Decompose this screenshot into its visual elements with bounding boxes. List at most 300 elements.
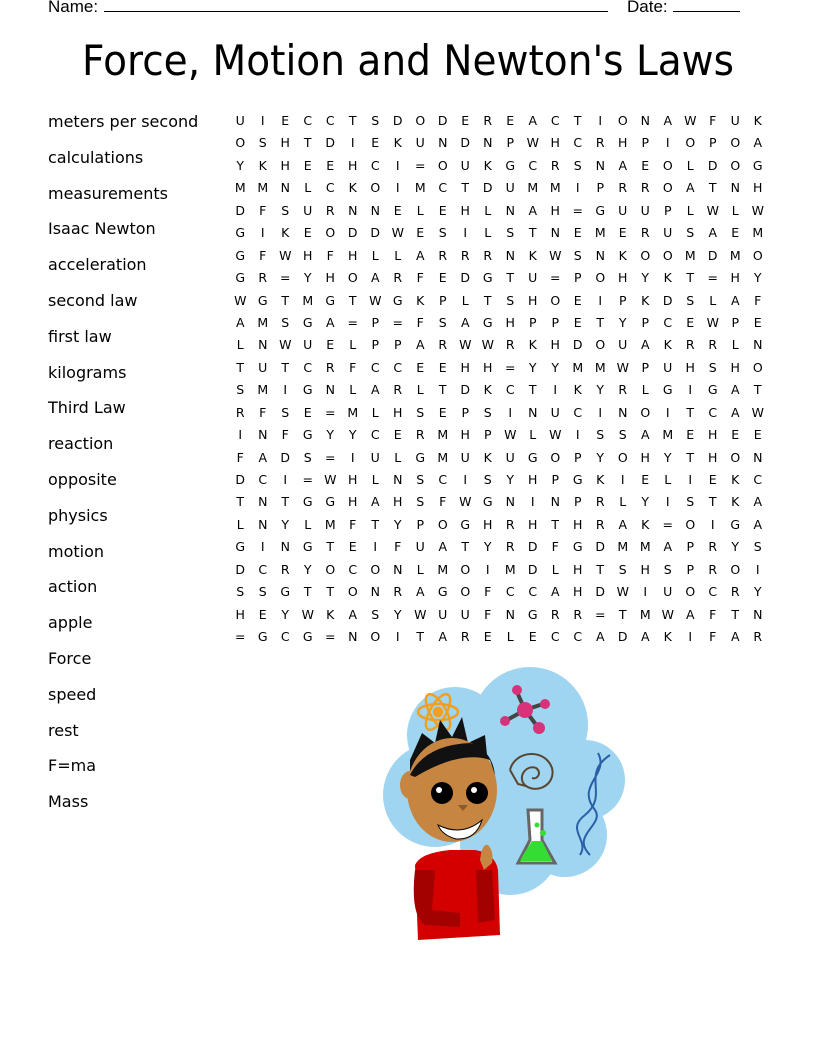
grid-cell[interactable]: L — [686, 202, 694, 218]
grid-cell[interactable]: E — [528, 629, 537, 645]
grid-cell[interactable]: S — [416, 404, 425, 420]
grid-cell[interactable]: O — [662, 180, 673, 196]
grid-cell[interactable]: K — [663, 270, 672, 286]
grid-cell[interactable]: H — [730, 270, 740, 286]
grid-cell[interactable]: H — [460, 202, 470, 218]
grid-cell[interactable]: E — [281, 113, 290, 128]
grid-cell[interactable]: E — [258, 606, 267, 622]
grid-cell[interactable]: K — [393, 135, 402, 151]
grid-cell[interactable]: R — [393, 382, 403, 398]
grid-cell[interactable]: R — [573, 606, 583, 622]
grid-cell[interactable]: K — [281, 225, 290, 241]
grid-cell[interactable]: F — [349, 359, 357, 375]
grid-cell[interactable]: S — [686, 292, 695, 308]
grid-cell[interactable]: H — [550, 202, 560, 218]
grid-cell[interactable]: = — [550, 270, 561, 286]
grid-cell[interactable]: I — [710, 516, 715, 532]
grid-cell[interactable]: S — [596, 427, 605, 443]
grid-cell[interactable]: Y — [393, 606, 402, 622]
grid-cell[interactable]: E — [438, 404, 447, 420]
grid-cell[interactable]: K — [528, 337, 537, 353]
grid-cell[interactable]: Y — [326, 427, 335, 443]
grid-cell[interactable]: W — [234, 292, 247, 308]
grid-cell[interactable]: P — [686, 561, 695, 577]
grid-cell[interactable]: G — [437, 584, 448, 600]
grid-cell[interactable]: T — [348, 113, 357, 128]
grid-cell[interactable]: F — [259, 404, 267, 420]
grid-cell[interactable]: W — [684, 113, 697, 128]
grid-cell[interactable]: O — [370, 629, 381, 645]
grid-cell[interactable]: R — [393, 270, 403, 286]
grid-cell[interactable]: Y — [753, 584, 762, 600]
grid-cell[interactable]: N — [348, 629, 358, 645]
grid-cell[interactable]: D — [617, 629, 628, 645]
grid-cell[interactable]: H — [280, 157, 290, 173]
grid-cell[interactable]: C — [573, 404, 583, 420]
grid-cell[interactable]: L — [416, 382, 424, 398]
grid-cell[interactable]: S — [686, 225, 695, 241]
grid-cell[interactable]: A — [415, 584, 425, 600]
grid-cell[interactable]: = — [415, 157, 426, 173]
grid-cell[interactable]: P — [618, 292, 627, 308]
grid-cell[interactable]: E — [303, 225, 312, 241]
grid-cell[interactable]: H — [483, 359, 493, 375]
grid-cell[interactable]: T — [573, 113, 582, 128]
grid-cell[interactable]: O — [730, 449, 741, 465]
grid-cell[interactable]: W — [279, 247, 292, 263]
grid-cell[interactable]: A — [415, 337, 425, 353]
grid-cell[interactable]: S — [371, 606, 380, 622]
grid-cell[interactable]: I — [688, 629, 693, 645]
grid-cell[interactable]: A — [663, 113, 673, 128]
grid-cell[interactable]: D — [460, 135, 471, 151]
grid-cell[interactable]: G — [572, 539, 583, 555]
grid-cell[interactable]: D — [595, 539, 606, 555]
grid-cell[interactable]: G — [527, 606, 538, 622]
grid-cell[interactable]: H — [573, 516, 583, 532]
grid-cell[interactable]: O — [685, 584, 696, 600]
grid-cell[interactable]: H — [528, 472, 538, 487]
grid-cell[interactable]: K — [731, 494, 740, 510]
grid-cell[interactable]: L — [394, 449, 402, 465]
grid-cell[interactable]: G — [482, 494, 493, 510]
grid-cell[interactable]: O — [685, 135, 696, 151]
grid-cell[interactable]: D — [527, 561, 538, 577]
grid-cell[interactable]: M — [752, 225, 764, 241]
grid-cell[interactable]: G — [235, 225, 246, 241]
grid-cell[interactable]: P — [573, 494, 582, 510]
grid-cell[interactable]: N — [550, 494, 560, 510]
grid-cell[interactable]: K — [663, 629, 672, 645]
grid-cell[interactable]: K — [618, 247, 627, 263]
grid-cell[interactable]: T — [528, 225, 537, 241]
grid-cell[interactable]: Y — [281, 606, 290, 622]
grid-cell[interactable]: E — [641, 157, 650, 173]
grid-cell[interactable]: U — [303, 337, 313, 353]
grid-cell[interactable]: F — [326, 247, 334, 263]
grid-cell[interactable]: D — [280, 449, 291, 465]
grid-cell[interactable]: T — [326, 539, 335, 555]
grid-cell[interactable]: H — [753, 180, 763, 196]
grid-cell[interactable]: C — [393, 359, 403, 375]
grid-cell[interactable]: G — [257, 292, 268, 308]
grid-cell[interactable]: P — [731, 314, 740, 330]
grid-cell[interactable]: H — [505, 314, 515, 330]
grid-cell[interactable]: E — [303, 404, 312, 420]
grid-cell[interactable]: R — [280, 561, 290, 577]
grid-cell[interactable]: P — [551, 472, 560, 487]
grid-cell[interactable]: N — [505, 247, 515, 263]
grid-cell[interactable]: F — [394, 539, 402, 555]
grid-cell[interactable]: C — [438, 180, 448, 196]
grid-cell[interactable]: C — [663, 314, 673, 330]
grid-cell[interactable]: T — [596, 314, 605, 330]
grid-cell[interactable]: P — [393, 337, 402, 353]
grid-cell[interactable]: K — [596, 472, 605, 487]
grid-cell[interactable]: F — [484, 584, 492, 600]
grid-cell[interactable]: L — [394, 247, 402, 263]
grid-cell[interactable]: S — [236, 584, 245, 600]
grid-cell[interactable]: = — [280, 270, 291, 286]
grid-cell[interactable]: W — [391, 225, 404, 241]
grid-cell[interactable]: M — [639, 606, 651, 622]
grid-cell[interactable]: O — [617, 113, 628, 128]
grid-cell[interactable]: D — [325, 135, 336, 151]
grid-cell[interactable]: E — [708, 472, 717, 487]
grid-cell[interactable]: E — [731, 427, 740, 443]
grid-cell[interactable]: E — [573, 314, 582, 330]
grid-cell[interactable]: L — [529, 427, 537, 443]
grid-cell[interactable]: M — [549, 180, 561, 196]
grid-cell[interactable]: N — [595, 247, 605, 263]
grid-cell[interactable]: O — [595, 270, 606, 286]
grid-cell[interactable]: S — [618, 427, 627, 443]
grid-cell[interactable]: Y — [641, 270, 650, 286]
grid-cell[interactable]: R — [708, 337, 718, 353]
grid-cell[interactable]: G — [572, 472, 583, 487]
grid-cell[interactable]: T — [326, 584, 335, 600]
grid-cell[interactable]: R — [685, 337, 695, 353]
grid-cell[interactable]: M — [347, 404, 359, 420]
grid-cell[interactable]: P — [641, 314, 650, 330]
grid-cell[interactable]: I — [553, 382, 558, 398]
grid-cell[interactable]: C — [370, 157, 380, 173]
grid-cell[interactable]: U — [663, 359, 673, 375]
grid-cell[interactable]: W — [414, 606, 427, 622]
grid-cell[interactable]: P — [416, 516, 425, 532]
grid-cell[interactable]: N — [393, 472, 403, 487]
grid-cell[interactable]: H — [528, 516, 538, 532]
grid-cell[interactable]: M — [527, 180, 539, 196]
grid-cell[interactable]: D — [595, 584, 606, 600]
grid-cell[interactable]: I — [665, 494, 670, 510]
grid-cell[interactable]: H — [573, 584, 583, 600]
grid-cell[interactable]: C — [438, 472, 448, 487]
grid-cell[interactable]: N — [550, 225, 560, 241]
grid-cell[interactable]: R — [618, 382, 628, 398]
grid-cell[interactable]: D — [370, 225, 381, 241]
grid-cell[interactable]: E — [506, 113, 515, 128]
grid-cell[interactable]: C — [528, 157, 538, 173]
grid-cell[interactable]: I — [463, 472, 468, 487]
grid-cell[interactable]: I — [598, 292, 603, 308]
grid-cell[interactable]: A — [730, 382, 740, 398]
grid-cell[interactable]: U — [528, 270, 538, 286]
grid-cell[interactable]: G — [752, 157, 763, 173]
grid-cell[interactable]: P — [596, 180, 605, 196]
grid-cell[interactable]: F — [754, 292, 762, 308]
grid-cell[interactable]: T — [281, 359, 290, 375]
grid-cell[interactable]: F — [709, 629, 717, 645]
grid-cell[interactable]: M — [257, 180, 269, 196]
grid-cell[interactable]: T — [686, 404, 695, 420]
grid-cell[interactable]: E — [438, 202, 447, 218]
grid-cell[interactable]: I — [283, 472, 288, 487]
grid-cell[interactable]: I — [665, 135, 670, 151]
grid-cell[interactable]: C — [325, 113, 335, 128]
grid-cell[interactable]: W — [751, 404, 764, 420]
grid-cell[interactable]: I — [643, 584, 648, 600]
grid-cell[interactable]: A — [258, 449, 268, 465]
grid-cell[interactable]: C — [550, 629, 560, 645]
grid-cell[interactable]: H — [460, 359, 470, 375]
grid-cell[interactable]: R — [550, 606, 560, 622]
grid-cell[interactable]: E — [641, 472, 650, 487]
grid-cell[interactable]: U — [415, 539, 425, 555]
grid-cell[interactable]: N — [258, 337, 268, 353]
grid-cell[interactable]: Y — [731, 539, 740, 555]
grid-cell[interactable]: T — [281, 292, 290, 308]
grid-cell[interactable]: R — [618, 180, 628, 196]
grid-cell[interactable]: G — [235, 270, 246, 286]
grid-cell[interactable]: P — [528, 314, 537, 330]
grid-cell[interactable]: N — [505, 494, 515, 510]
grid-cell[interactable]: U — [438, 606, 448, 622]
grid-cell[interactable]: O — [685, 516, 696, 532]
grid-cell[interactable]: S — [686, 494, 695, 510]
grid-cell[interactable]: N — [753, 606, 763, 622]
grid-cell[interactable]: I — [508, 404, 513, 420]
grid-cell[interactable]: T — [686, 449, 695, 465]
grid-cell[interactable]: N — [505, 606, 515, 622]
grid-cell[interactable]: O — [730, 561, 741, 577]
grid-cell[interactable]: L — [371, 404, 379, 420]
grid-cell[interactable]: I — [463, 225, 468, 241]
grid-cell[interactable]: W — [616, 359, 629, 375]
grid-cell[interactable]: E — [573, 225, 582, 241]
grid-cell[interactable]: D — [235, 472, 246, 487]
grid-cell[interactable]: A — [460, 314, 470, 330]
grid-cell[interactable]: H — [348, 472, 358, 487]
grid-cell[interactable]: E — [416, 225, 425, 241]
grid-cell[interactable]: W — [616, 584, 629, 600]
grid-cell[interactable]: G — [235, 247, 246, 263]
grid-cell[interactable]: = — [505, 359, 516, 375]
grid-cell[interactable]: G — [302, 314, 313, 330]
grid-cell[interactable]: O — [550, 449, 561, 465]
grid-cell[interactable]: F — [709, 113, 717, 128]
grid-cell[interactable]: W — [301, 606, 314, 622]
grid-cell[interactable]: R — [325, 359, 335, 375]
grid-cell[interactable]: T — [371, 516, 380, 532]
grid-cell[interactable]: M — [257, 382, 269, 398]
grid-cell[interactable]: F — [281, 427, 289, 443]
grid-cell[interactable]: R — [483, 247, 493, 263]
grid-cell[interactable]: N — [258, 494, 268, 510]
grid-cell[interactable]: G — [302, 629, 313, 645]
grid-cell[interactable]: N — [370, 584, 380, 600]
grid-cell[interactable]: M — [684, 247, 696, 263]
grid-cell[interactable]: N — [753, 449, 763, 465]
grid-cell[interactable]: U — [258, 359, 268, 375]
grid-cell[interactable]: M — [437, 449, 449, 465]
grid-cell[interactable]: Y — [663, 449, 672, 465]
grid-cell[interactable]: S — [438, 314, 447, 330]
grid-cell[interactable]: F — [259, 202, 267, 218]
grid-cell[interactable]: K — [641, 516, 650, 532]
grid-cell[interactable]: R — [460, 247, 470, 263]
grid-cell[interactable]: E — [686, 427, 695, 443]
grid-cell[interactable]: N — [730, 180, 740, 196]
grid-cell[interactable]: Y — [303, 561, 312, 577]
grid-cell[interactable]: G — [662, 382, 673, 398]
grid-cell[interactable]: N — [393, 561, 403, 577]
grid-cell[interactable]: L — [619, 494, 627, 510]
grid-cell[interactable]: H — [235, 606, 245, 622]
grid-cell[interactable]: K — [326, 606, 335, 622]
grid-cell[interactable]: = — [235, 629, 246, 645]
grid-cell[interactable]: Y — [281, 516, 290, 532]
grid-cell[interactable]: H — [708, 427, 718, 443]
grid-cell[interactable]: T — [731, 606, 740, 622]
grid-cell[interactable]: U — [663, 584, 673, 600]
grid-cell[interactable]: S — [281, 202, 290, 218]
grid-cell[interactable]: S — [708, 359, 717, 375]
grid-cell[interactable]: L — [416, 561, 424, 577]
grid-cell[interactable]: O — [640, 404, 651, 420]
grid-cell[interactable]: R — [438, 247, 448, 263]
grid-cell[interactable]: M — [302, 292, 314, 308]
grid-cell[interactable]: R — [753, 629, 763, 645]
grid-cell[interactable]: S — [573, 247, 582, 263]
grid-cell[interactable]: N — [640, 113, 650, 128]
grid-cell[interactable]: O — [617, 449, 628, 465]
grid-cell[interactable]: R — [505, 337, 515, 353]
grid-cell[interactable]: T — [416, 629, 425, 645]
grid-cell[interactable]: N — [280, 539, 290, 555]
grid-cell[interactable]: N — [753, 337, 763, 353]
grid-cell[interactable]: G — [235, 539, 246, 555]
grid-cell[interactable]: O — [235, 135, 246, 151]
grid-cell[interactable]: K — [753, 113, 762, 128]
grid-cell[interactable]: T — [506, 270, 515, 286]
grid-cell[interactable]: P — [551, 314, 560, 330]
grid-cell[interactable]: R — [393, 584, 403, 600]
grid-cell[interactable]: I — [395, 629, 400, 645]
grid-cell[interactable]: M — [437, 561, 449, 577]
grid-cell[interactable]: M — [639, 539, 651, 555]
grid-cell[interactable]: G — [730, 516, 741, 532]
grid-cell[interactable]: A — [595, 629, 605, 645]
grid-cell[interactable]: C — [708, 404, 718, 420]
grid-cell[interactable]: G — [302, 382, 313, 398]
grid-cell[interactable]: A — [438, 629, 448, 645]
grid-cell[interactable]: F — [259, 247, 267, 263]
grid-cell[interactable]: E — [438, 359, 447, 375]
grid-cell[interactable]: A — [685, 606, 695, 622]
grid-cell[interactable]: W — [459, 494, 472, 510]
grid-cell[interactable]: N — [370, 202, 380, 218]
grid-cell[interactable]: U — [460, 606, 470, 622]
date-field[interactable] — [673, 11, 740, 12]
grid-cell[interactable]: D — [347, 225, 358, 241]
grid-cell[interactable]: L — [236, 337, 244, 353]
grid-cell[interactable]: M — [594, 225, 606, 241]
grid-cell[interactable]: I — [620, 472, 625, 487]
grid-cell[interactable]: E — [393, 427, 402, 443]
grid-cell[interactable]: T — [438, 382, 447, 398]
grid-cell[interactable]: T — [551, 516, 560, 532]
grid-cell[interactable]: O — [730, 157, 741, 173]
grid-cell[interactable]: W — [706, 314, 719, 330]
grid-cell[interactable]: K — [641, 292, 650, 308]
grid-cell[interactable]: S — [258, 584, 267, 600]
grid-cell[interactable]: H — [325, 270, 335, 286]
grid-cell[interactable]: O — [662, 157, 673, 173]
grid-cell[interactable]: P — [641, 135, 650, 151]
grid-cell[interactable]: S — [371, 113, 380, 128]
grid-cell[interactable]: C — [303, 113, 313, 128]
grid-cell[interactable]: R — [595, 494, 605, 510]
grid-cell[interactable]: H — [685, 359, 695, 375]
grid-cell[interactable]: L — [664, 472, 672, 487]
grid-cell[interactable]: T — [596, 561, 605, 577]
grid-cell[interactable]: L — [484, 225, 492, 241]
grid-cell[interactable]: K — [528, 247, 537, 263]
grid-cell[interactable]: S — [236, 382, 245, 398]
grid-cell[interactable]: T — [753, 382, 762, 398]
grid-cell[interactable]: I — [238, 427, 243, 443]
grid-cell[interactable]: U — [730, 113, 740, 128]
grid-cell[interactable]: R — [505, 516, 515, 532]
grid-cell[interactable]: W — [751, 202, 764, 218]
grid-cell[interactable]: F — [349, 516, 357, 532]
grid-cell[interactable]: G — [325, 494, 336, 510]
grid-cell[interactable]: M — [437, 427, 449, 443]
grid-cell[interactable]: P — [573, 449, 582, 465]
grid-cell[interactable]: D — [235, 561, 246, 577]
grid-cell[interactable]: W — [369, 292, 382, 308]
grid-cell[interactable]: M — [504, 561, 516, 577]
grid-cell[interactable]: R — [460, 629, 470, 645]
grid-cell[interactable]: H — [573, 561, 583, 577]
grid-cell[interactable]: C — [258, 561, 268, 577]
grid-cell[interactable]: R — [640, 225, 650, 241]
grid-cell[interactable]: C — [370, 359, 380, 375]
grid-cell[interactable]: H — [348, 247, 358, 263]
grid-cell[interactable]: G — [482, 270, 493, 286]
grid-cell[interactable]: R — [415, 427, 425, 443]
grid-cell[interactable]: S — [483, 472, 492, 487]
grid-cell[interactable]: D — [437, 113, 448, 128]
grid-cell[interactable]: O — [437, 516, 448, 532]
grid-cell[interactable]: T — [708, 180, 717, 196]
grid-cell[interactable]: O — [460, 584, 471, 600]
grid-cell[interactable]: M — [414, 180, 426, 196]
grid-cell[interactable]: M — [257, 314, 269, 330]
grid-cell[interactable]: S — [281, 404, 290, 420]
grid-cell[interactable]: F — [236, 449, 244, 465]
